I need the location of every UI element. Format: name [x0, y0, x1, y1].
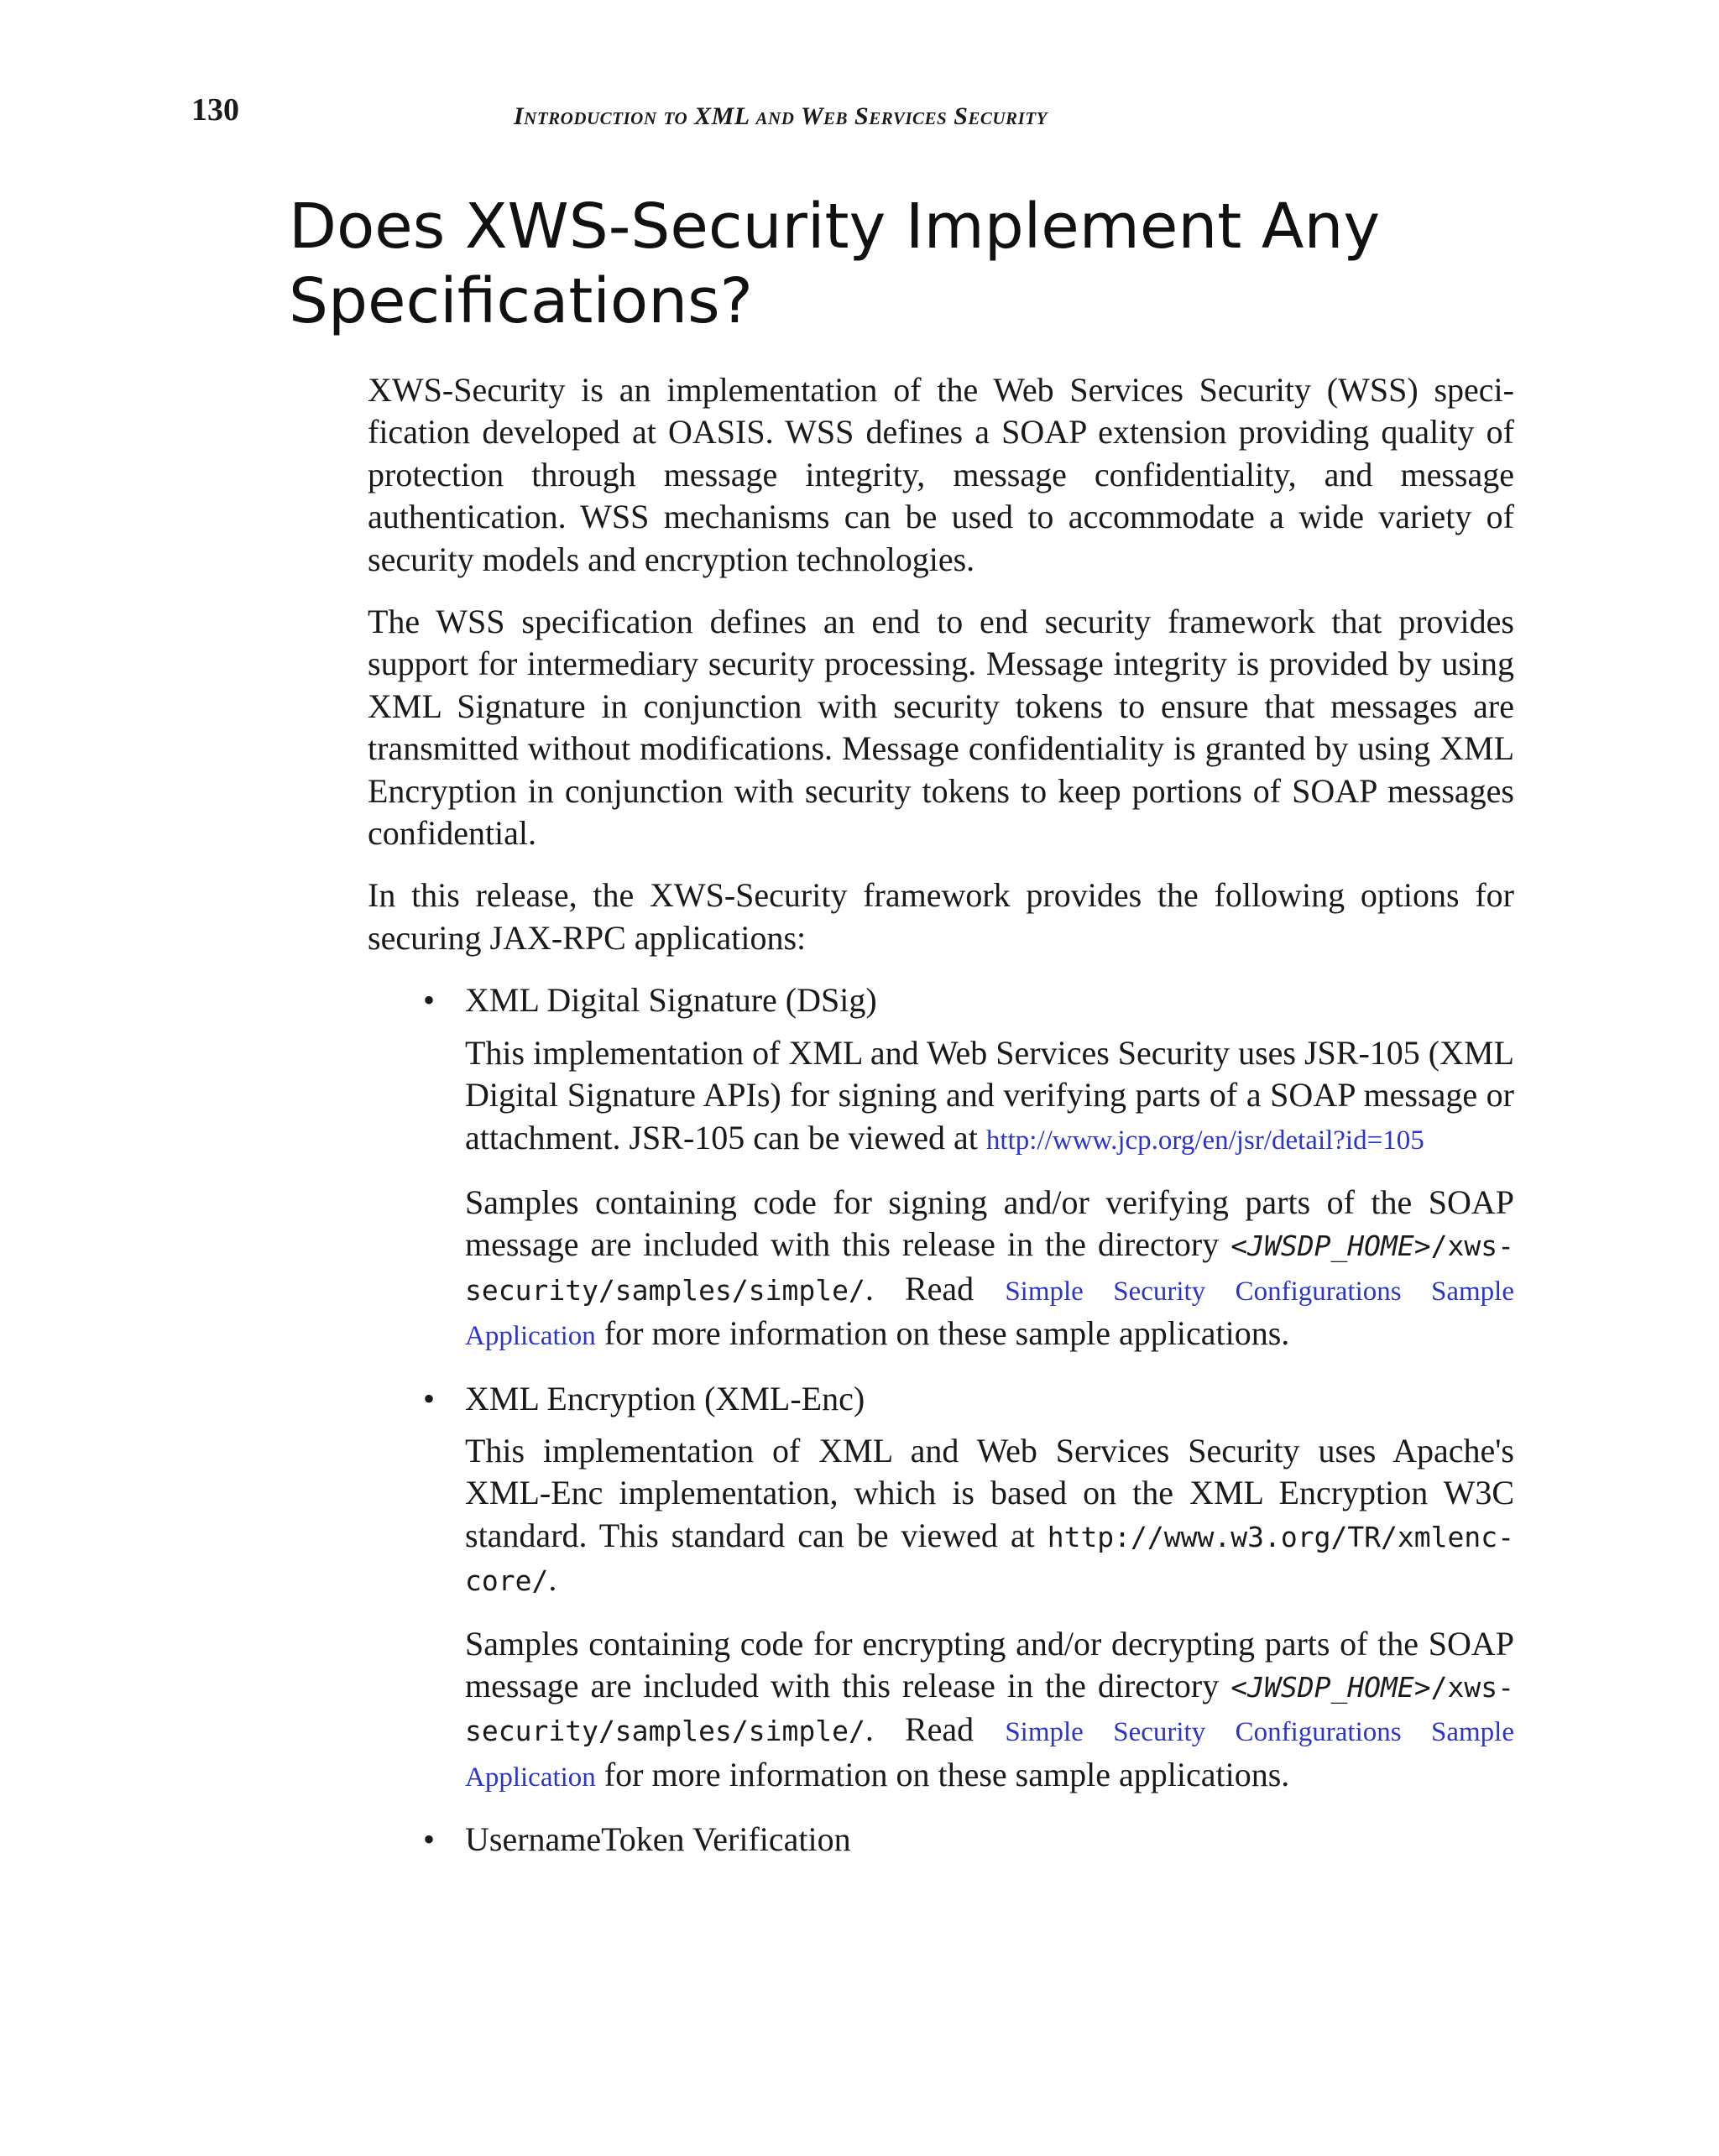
paragraph-wss-framework: The WSS specification defines an end to end security framework that provides support for intermediary security processing. Message integrity is provided by using XML Signature in conjunction with security tokens to ensure that messages are transmitted without modifications. Message confidentiality is granted by using XML Encryption in conjunction with security tokens to keep portions of SOAP messages confidential. [368, 603, 1514, 853]
jsr105-link[interactable]: http://www.jcp.org/en/jsr/detail?id=105 [985, 1125, 1424, 1156]
option-description [465, 1430, 1514, 1603]
options-list [368, 979, 1514, 1861]
samples-path-code: /xws-security/samples/simple/ [465, 1670, 1514, 1748]
option-samples [465, 1182, 1514, 1358]
option-heading: XML Encryption (XML-Enc) [465, 1379, 865, 1417]
list-item [368, 979, 1514, 1357]
option-samples-end: for more information on these sample applications. [595, 1314, 1290, 1353]
option-description-text: This implementation of XML and Web Services Security uses JSR-105 (XML Digital Signature APIs) for signing and verifying parts of a SOAP message or attachment. JSR-105 can be viewed at [465, 1033, 1514, 1156]
option-samples-text: Samples containing code for signing and/or verifying parts of the SOAP message are included with this release in the directory [465, 1182, 1514, 1264]
option-description-text: This implementation of XML and Web Services Security uses Apache's XML-Enc implementation, which is based on the XML Encryption W3C standard. This standard can be viewed at [465, 1431, 1514, 1554]
page-number: 130 [191, 92, 239, 128]
section-title: Does XWS-Security Implement Any Specifications? [289, 191, 1381, 337]
w3c-url-code: http://www.w3.org/TR/xmlenc-core/ [465, 1520, 1514, 1598]
list-item [368, 1819, 1514, 1861]
paragraph-release-options: In this release, the XWS-Security framework provides the following options for securing JAX-RPC applications: [368, 876, 1514, 957]
option-heading: XML Digital Signature (DSig) [465, 981, 877, 1020]
option-description [465, 1032, 1514, 1162]
option-description-end: . [548, 1560, 557, 1599]
read-text: . Read [865, 1710, 1006, 1749]
bullet-icon: • [423, 981, 436, 1020]
paragraph-wss-intro: XWS-Security is an implementation of the Web Services Security (WSS) specification developed at OASIS. WSS defines a SOAP extension providing quality of protection through message integrity, message confidentiality, and message authentication. WSS mechanisms can be used to accommodate a wide variety of security models and encryption technologies. [368, 371, 1514, 578]
bullet-icon: • [423, 1379, 436, 1417]
jwsdp-home-code: <JWSDP_HOME> [1230, 1229, 1431, 1263]
read-text: . Read [865, 1269, 1006, 1308]
jwsdp-home-code: <JWSDP_HOME> [1230, 1670, 1431, 1704]
body-text [368, 369, 1514, 1880]
sample-app-link[interactable]: Simple Security Configurations Sample Application [465, 1717, 1514, 1793]
option-heading: UsernameToken Verification [465, 1820, 851, 1859]
sample-app-link[interactable]: Simple Security Configurations Sample Application [465, 1276, 1514, 1352]
list-item [368, 1378, 1514, 1799]
bullet-icon: • [423, 1820, 436, 1859]
samples-path-code: /xws-security/samples/simple/ [465, 1229, 1514, 1307]
option-samples [465, 1623, 1514, 1799]
option-samples-end: for more information on these sample applications. [595, 1755, 1290, 1793]
option-samples-text: Samples containing code for encrypting and/or decrypting parts of the SOAP message are included with this release in the directory [465, 1624, 1514, 1704]
running-header: Introduction to XML and Web Services Security [514, 102, 1048, 130]
